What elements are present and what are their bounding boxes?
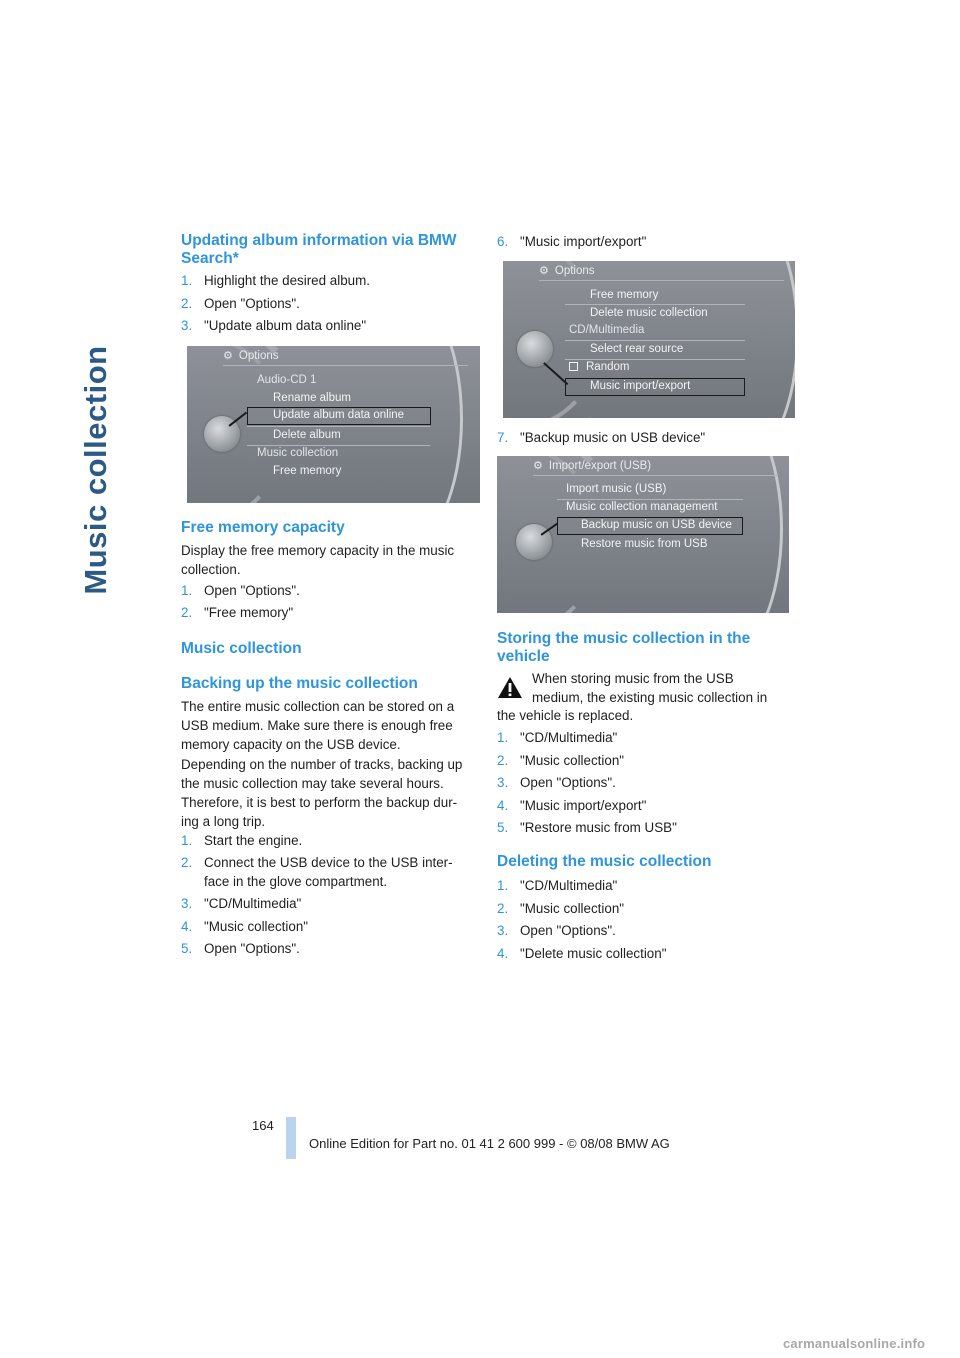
heading-backup: Backing up the music collection	[181, 675, 418, 692]
screen-header	[533, 459, 651, 472]
heading-line: Storing the music collection in the	[497, 630, 751, 647]
text-line: USB medium. Make sure there is enough free	[181, 718, 453, 733]
divider	[565, 359, 745, 360]
screen-header-text: Import/export (USB)	[548, 460, 652, 472]
step-number: 2.	[497, 753, 509, 768]
step-number: 1.	[181, 833, 193, 848]
menu-item[interactable]: Import music (USB)	[566, 483, 667, 495]
paragraph	[181, 697, 476, 754]
text-line: Depending on the number of tracks, backing up	[181, 757, 463, 772]
step-number: 4.	[497, 798, 509, 813]
menu-item-selected[interactable]: Update album data online	[247, 407, 431, 425]
paragraph	[181, 541, 476, 579]
heading-line: Updating album information via BMW	[181, 232, 457, 249]
step-text: "Music import/export"	[520, 234, 647, 249]
step-number: 4.	[497, 946, 509, 961]
heading-free-memory: Free memory capacity	[181, 519, 345, 536]
heading-line: Search*	[181, 250, 239, 267]
divider	[557, 499, 743, 500]
menu-item[interactable]: Select rear source	[590, 343, 684, 355]
heading-updating-album	[181, 232, 476, 268]
idrive-screenshot-options-import	[503, 261, 795, 418]
menu-item-selected[interactable]: Backup music on USB device	[557, 517, 743, 535]
footer-accent-bar	[286, 1117, 296, 1159]
step-number: 3.	[497, 923, 509, 938]
step-number: 1.	[181, 583, 193, 598]
menu-item-label: Random	[586, 361, 630, 373]
screen-header-text: Options	[238, 350, 279, 362]
menu-category: CD/Multimedia	[569, 324, 645, 336]
step-text: Open "Options".	[204, 941, 300, 956]
step-number: 7.	[497, 430, 509, 445]
step-text: "Backup music on USB device"	[520, 430, 706, 445]
options-icon: ⚙	[533, 460, 543, 472]
heading-line: vehicle	[497, 648, 550, 665]
divider	[565, 304, 745, 305]
menu-item[interactable]: Delete music collection	[590, 307, 708, 319]
text-line: The entire music collection can be stored on a	[181, 699, 455, 714]
screen-header	[223, 349, 279, 362]
step-number: 2.	[181, 855, 193, 870]
divider	[247, 426, 430, 427]
heading-music-collection: Music collection	[181, 640, 302, 657]
text-line: Connect the USB device to the USB inter-	[204, 855, 453, 870]
text-line: medium, the existing music collection in	[532, 690, 768, 705]
step-number: 1.	[497, 730, 509, 745]
step-number: 3.	[181, 896, 193, 911]
divider	[247, 445, 430, 446]
step-text: Start the engine.	[204, 833, 303, 848]
menu-item[interactable]: Free memory	[273, 465, 342, 477]
options-icon: ⚙	[223, 350, 233, 362]
warning-text: the vehicle is replaced.	[497, 708, 634, 723]
step-text: "Music collection"	[520, 901, 625, 916]
menu-item-checkbox[interactable]	[569, 361, 629, 373]
step-number: 5.	[181, 941, 193, 956]
step-text: "CD/Multimedia"	[204, 896, 302, 911]
step-number: 2.	[497, 901, 509, 916]
heading-storing	[497, 630, 792, 666]
menu-category: Music collection	[257, 447, 339, 459]
step-text: Open "Options".	[520, 923, 616, 938]
step-text: Open "Options".	[204, 583, 300, 598]
text-line: face in the glove compartment.	[204, 874, 388, 889]
divider	[533, 475, 778, 476]
checkbox-icon[interactable]	[569, 362, 578, 371]
options-icon: ⚙	[539, 265, 549, 277]
step-text: "Music collection"	[204, 919, 309, 934]
text-line: Display the free memory capacity in the music	[181, 543, 455, 558]
text-line: Therefore, it is best to perform the backup dur-	[181, 795, 458, 810]
step-text: Open "Options".	[204, 296, 300, 311]
step-number: 1.	[497, 878, 509, 893]
menu-item[interactable]: Restore music from USB	[581, 538, 708, 550]
paragraph	[181, 755, 476, 831]
step-text	[204, 853, 476, 891]
warning-text	[532, 669, 797, 707]
divider	[223, 365, 468, 366]
menu-item[interactable]: Music collection management	[566, 501, 718, 513]
screen-header-text: Options	[554, 265, 595, 277]
step-number: 4.	[181, 919, 193, 934]
idrive-screenshot-options	[187, 346, 480, 503]
step-text: "Restore music from USB"	[520, 820, 677, 835]
menu-item-selected[interactable]: Music import/export	[565, 378, 745, 396]
step-text: "CD/Multimedia"	[520, 878, 618, 893]
text-line: When storing music from the USB	[532, 671, 734, 686]
step-text: "Free memory"	[204, 605, 294, 620]
warning-icon	[497, 676, 523, 699]
menu-item[interactable]: Delete album	[273, 429, 341, 441]
step-number: 3.	[497, 775, 509, 790]
step-number: 1.	[181, 273, 193, 288]
step-number: 3.	[181, 318, 193, 333]
page-number: 164	[252, 1118, 274, 1133]
idrive-screenshot-import-export	[497, 456, 789, 613]
text-line: ing a long trip.	[181, 814, 266, 829]
step-text: "Update album data online"	[204, 318, 367, 333]
step-text: "CD/Multimedia"	[520, 730, 618, 745]
step-number: 5.	[497, 820, 509, 835]
step-text: "Delete music collection"	[520, 946, 667, 961]
menu-item[interactable]: Free memory	[590, 289, 659, 301]
divider	[539, 280, 784, 281]
step-text: Highlight the desired album.	[204, 273, 370, 288]
screen-header	[539, 264, 595, 277]
menu-category: Audio-CD 1	[257, 374, 317, 386]
step-text: Open "Options".	[520, 775, 616, 790]
divider	[565, 340, 745, 341]
text-line: the music collection may take several hours.	[181, 776, 444, 791]
text-line: memory capacity on the USB device.	[181, 737, 401, 752]
step-text: "Music import/export"	[520, 798, 647, 813]
step-number: 2.	[181, 605, 193, 620]
step-number: 2.	[181, 296, 193, 311]
heading-deleting: Deleting the music collection	[497, 853, 712, 870]
menu-item[interactable]: Rename album	[273, 392, 351, 404]
step-text: "Music collection"	[520, 753, 625, 768]
footer-edition-text: Online Edition for Part no. 01 41 2 600 999 - © 08/08 BMW AG	[309, 1136, 670, 1151]
controller-knob-icon	[517, 331, 553, 367]
side-section-title: Music collection	[78, 345, 113, 595]
step-number: 6.	[497, 234, 509, 249]
text-line: collection.	[181, 562, 241, 577]
watermark: carmanualsonline.info	[783, 1336, 926, 1351]
